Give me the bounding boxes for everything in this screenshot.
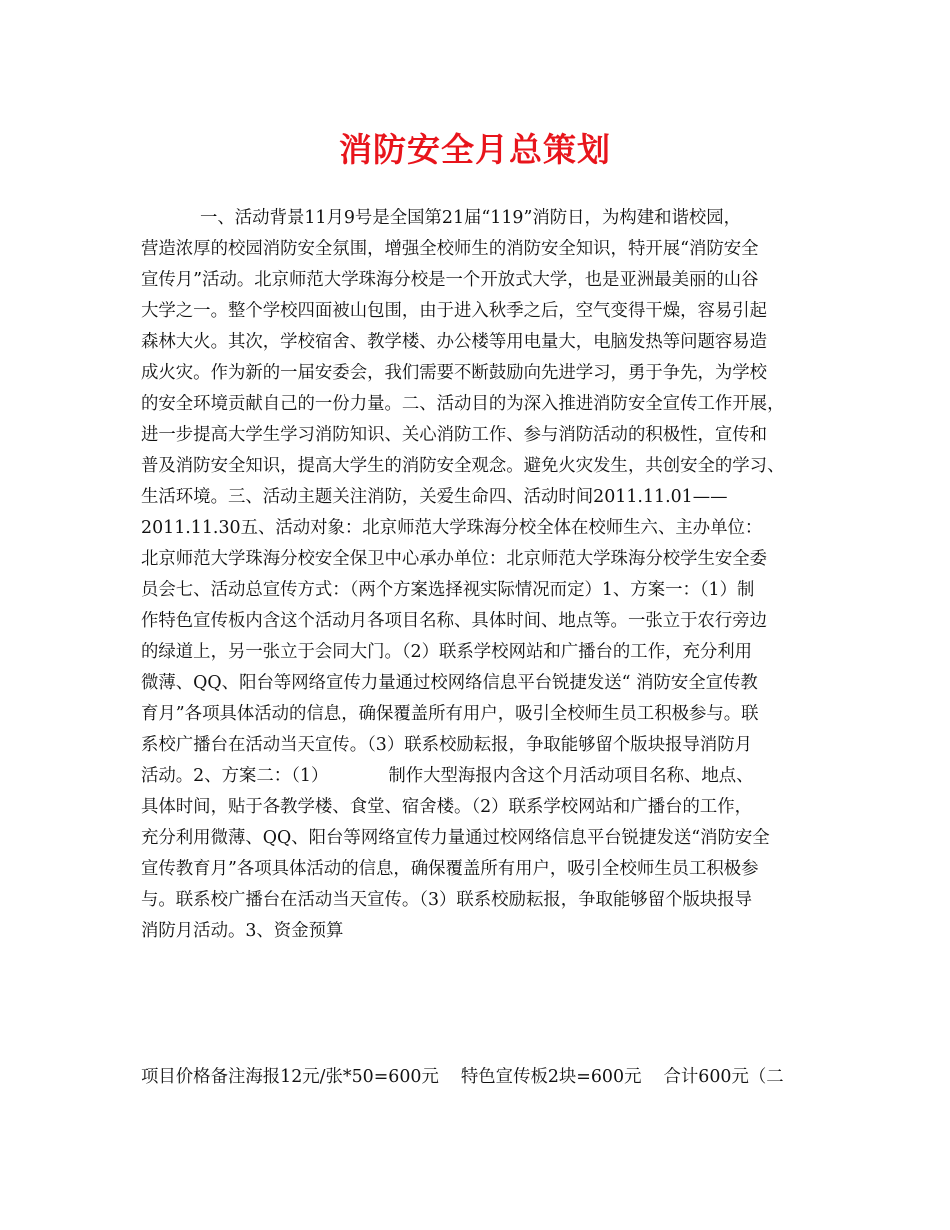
budget-item: 特色宣传板2块=600元 <box>460 1067 642 1087</box>
document-title: 消防安全月总策划 <box>339 130 611 169</box>
paragraph-line: 森林大火。其次，学校宿舍、教学楼、办公楼等用电量大，电脑发热等问题容易造 <box>141 332 768 352</box>
paragraph-line: 营造浓厚的校园消防安全氛围，增强全校师生的消防安全知识，特开展“消防安全 <box>141 239 759 259</box>
paragraph-line: 2011.11.30五、活动对象：北京师范大学珠海分校全体在校师生六、主办单位： <box>141 518 763 538</box>
paragraph-line: 育月”各项具体活动的信息，确保覆盖所有用户，吸引全校师生员工积极参与。联 <box>141 704 759 724</box>
paragraph-line: 成火灾。作为新的一届安委会，我们需要不断鼓励向先进学习，勇于争先，为学校 <box>141 363 768 383</box>
paragraph-line: 消防月活动。3、资金预算 <box>141 921 344 941</box>
paragraph-line: 充分利用微薄、QQ、阳台等网络宣传力量通过校网络信息平台锐捷发送“消防安全 <box>141 828 770 848</box>
paragraph-line: 生活环境。三、活动主题关注消防，关爱生命四、活动时间2011.11.01—— <box>141 487 728 507</box>
paragraph-line: 员会七、活动总宣传方式：（两个方案选择视实际情况而定）1、方案一：（1）制 <box>141 580 755 600</box>
paragraph-line: 作特色宣传板内含这个活动月各项目名称、具体时间、地点等。一张立于农行旁边 <box>141 611 768 631</box>
paragraph-line: 一、活动背景11月9号是全国第21届“119”消防日，为构建和谐校园， <box>200 208 742 228</box>
paragraph-line: 普及消防安全知识，提高大学生的消防安全观念。避免火灾发生，共创安全的学习、 <box>141 456 785 476</box>
budget-item: 合计600元（二 <box>663 1067 784 1087</box>
paragraph-line: 系校广播台在活动当天宣传。（3）联系校励耘报，争取能够留个版块报导消防月 <box>141 735 753 755</box>
paragraph-line-part: 活动。2、方案二：（1） <box>141 766 329 786</box>
budget-item: 项目价格备注海报12元/张*50=600元 <box>141 1067 439 1087</box>
paragraph-line-part: 制作大型海报内含这个月活动项目名称、地点、 <box>388 766 754 786</box>
paragraph-line: 进一步提高大学生学习消防知识、关心消防工作、参与消防活动的积极性，宣传和 <box>141 425 768 445</box>
paragraph-line: 北京师范大学珠海分校安全保卫中心承办单位：北京师范大学珠海分校学生安全委 <box>141 549 768 569</box>
paragraph-line: 的安全环境贡献自己的一份力量。二、活动目的为深入推进消防安全宣传工作开展， <box>141 394 785 414</box>
paragraph-line: 宣传教育月”各项具体活动的信息，确保覆盖所有用户，吸引全校师生员工积极参 <box>141 859 759 879</box>
paragraph-line: 宣传月”活动。北京师范大学珠海分校是一个开放式大学，也是亚洲最美丽的山谷 <box>141 270 759 290</box>
document-body <box>141 203 831 947</box>
paragraph-line: 的绿道上，另一张立于会同大门。（2）联系学校网站和广播台的工作，充分利用 <box>141 642 753 662</box>
paragraph-line: 大学之一。整个学校四面被山包围，由于进入秋季之后，空气变得干燥，容易引起 <box>141 301 768 321</box>
paragraph-line: 具体时间，贴于各教学楼、食堂、宿舍楼。（2）联系学校网站和广播台的工作， <box>141 797 753 817</box>
paragraph-line <box>141 761 831 792</box>
budget-line <box>141 1062 784 1093</box>
paragraph-line: 与。联系校广播台在活动当天宣传。（3）联系校励耘报，争取能够留个版块报导 <box>141 890 753 910</box>
paragraph-line: 微薄、QQ、阳台等网络宣传力量通过校网络信息平台锐捷发送“ 消防安全宣传教 <box>141 673 758 693</box>
